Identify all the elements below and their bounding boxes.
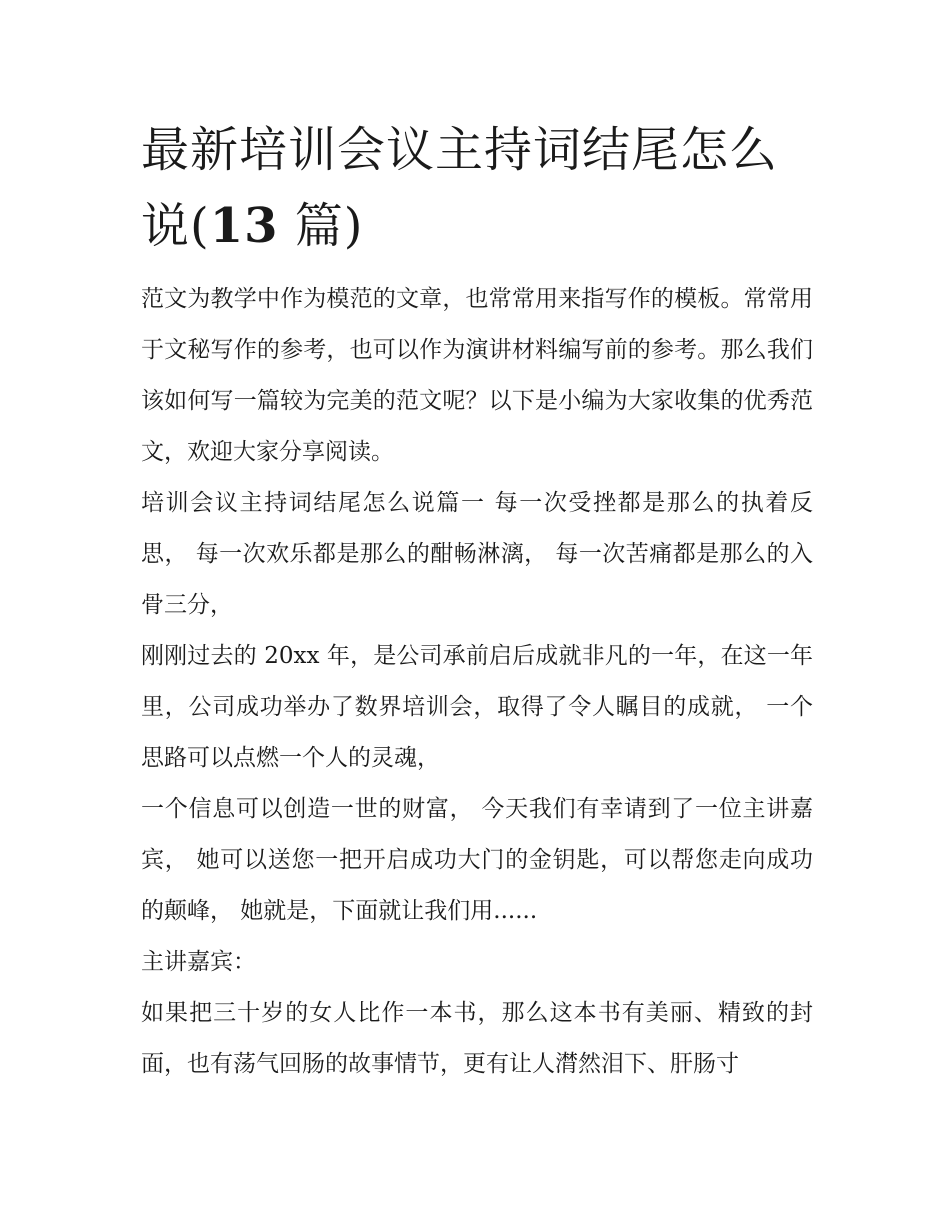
closing-paragraph: 如果把三十岁的女人比作一本书，那么这本书有美丽、精致的封面，也有荡气回肠的故事情节，更有让人潸然泪下、肝肠寸 xyxy=(141,1000,813,1077)
speaker-intro-paragraph: 一个信息可以创造一世的财富， 今天我们有幸请到了一位主讲嘉宾， 她可以送您一把开启成功大门的金钥匙，可以帮您走向成功的颠峰， 她就是，下面就让我们用...... xyxy=(141,796,813,924)
section-one-paragraph: 培训会议主持词结尾怎么说篇一 每一次受挫都是那么的执着反思， 每一次欢乐都是那么的酣畅淋漓， 每一次苦痛都是那么的入骨三分， xyxy=(141,490,813,618)
title-line-2-suffix: 篇) xyxy=(278,198,364,254)
company-year-paragraph: 刚刚过去的 20xx 年，是公司承前启后成就非凡的一年，在这一年里，公司成功举办了数界培训会，取得了令人瞩目的成就， 一个思路可以点燃一个人的灵魂， xyxy=(141,643,813,771)
document-title xyxy=(141,112,813,264)
title-article-count: 13 xyxy=(209,198,279,254)
document-page xyxy=(141,112,813,1090)
document-body xyxy=(141,274,813,1090)
title-line-2-prefix: 说( xyxy=(141,198,210,254)
speaker-label: 主讲嘉宾： xyxy=(141,949,256,975)
title-line-1: 最新培训会议主持词结尾怎么 xyxy=(141,122,779,178)
intro-paragraph: 范文为教学中作为模范的文章，也常常用来指写作的模板。常常用于文秘写作的参考，也可以作为演讲材料编写前的参考。那么我们该如何写一篇较为完美的范文呢？以下是小编为大家收集的优秀范文，欢迎大家分享阅读。 xyxy=(141,286,813,465)
